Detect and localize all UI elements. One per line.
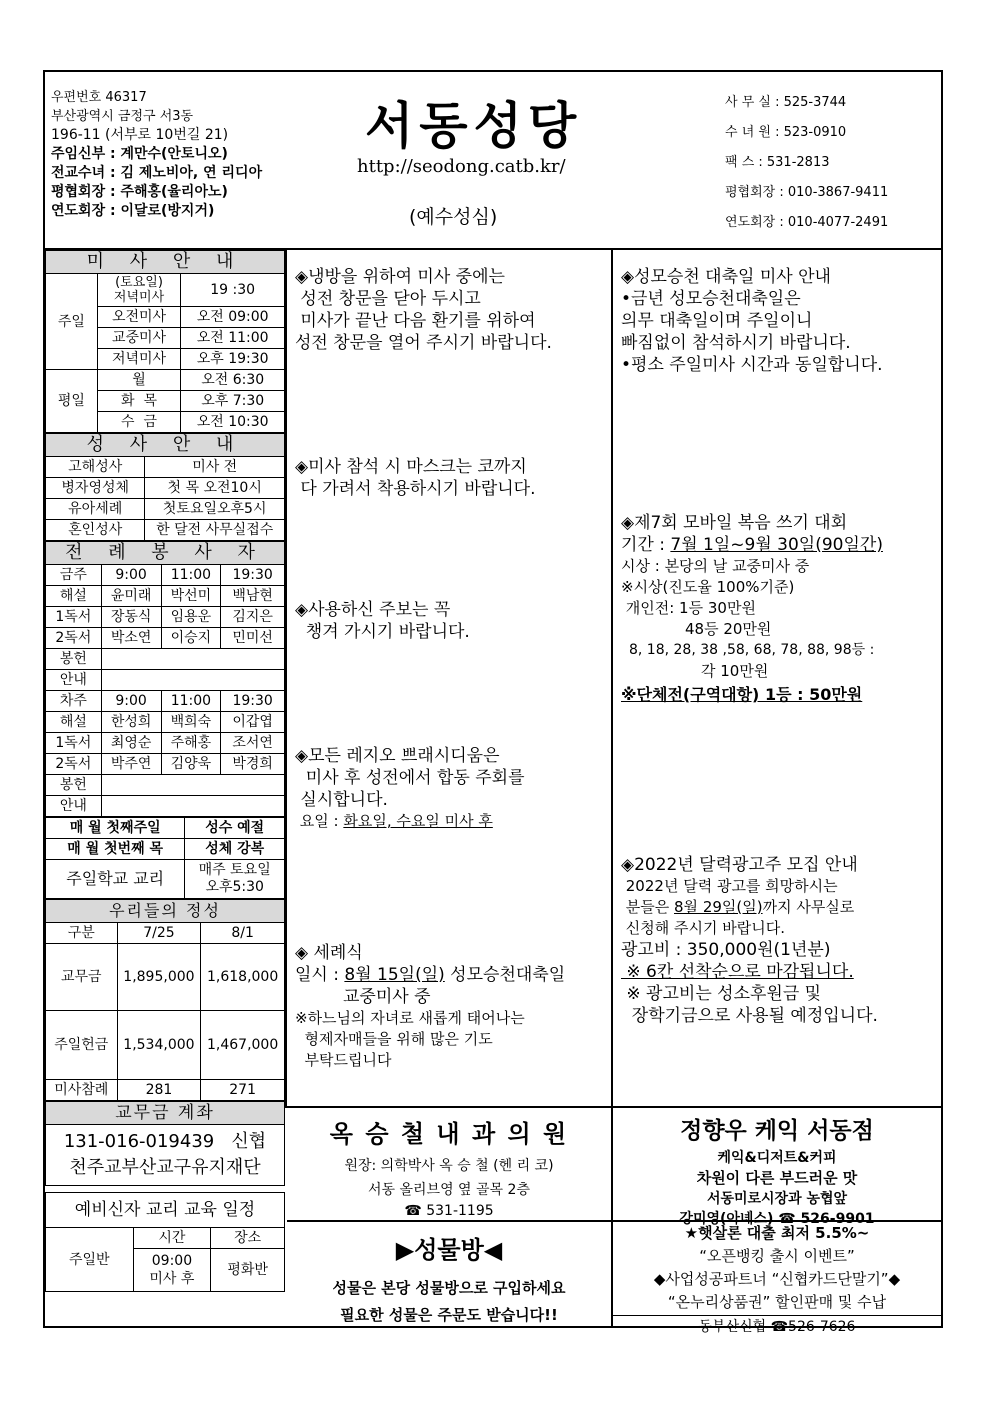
time-cell: 9:00 [101,691,161,712]
server-name [101,649,284,670]
bank-line: “온누리상품권” 할인판매 및 수납 [667,1293,887,1311]
clinic-ad [287,1108,611,1222]
mass-name: 오전미사 [97,307,181,328]
time-cell: 11:00 [161,691,221,712]
shop-ad [287,1222,611,1328]
calendar-title: ◈2022년 달력광고주 모집 안내 [621,855,858,875]
clinic-line: ☎ 531-1195 [404,1203,494,1219]
shop-line: 성물은 본당 성물방으로 구입하세요 [332,1279,566,1297]
catechism-place: 평화반 [211,1249,285,1292]
account-owner: 천주교부산교구유지재단 [69,1157,261,1178]
server-name: 민미선 [221,628,285,649]
fax: 팩 스 : 531-2813 [725,155,830,170]
server-name: 주해홍 [161,733,221,754]
server-name: 이승지 [161,628,221,649]
shop-line: 필요한 성물은 주문도 받습니다!! [340,1306,558,1324]
sacrament-name: 병자영성체 [46,478,145,499]
notice-line: 미사가 끝난 다음 환기를 위하여 [295,311,536,331]
time-cell: 9:00 [101,565,161,586]
offering-name: 교무금 [46,944,118,1011]
sisters: 전교수녀 : 김 제노비아, 연 리디아 [51,165,263,181]
catechism-title: 예비신자 교리 교육 일정 [46,1193,285,1228]
weekday-label: 평일 [46,370,98,433]
mass-name: 저녁미사 [97,349,181,370]
calendar-note: 장학기금으로 사용될 예정입니다. [621,1006,878,1026]
offering-value: 281 [117,1080,201,1101]
sacrament-value: 첫 목 오전10시 [145,478,285,499]
server-name: 백희숙 [161,712,221,733]
notice-line: ◈사용하신 주보는 꼭 [295,600,451,620]
cake-ad [613,1108,941,1227]
week-label: 차주 [46,691,102,712]
role-label: 해설 [46,712,102,733]
calendar-line: 2022년 달력 광고를 희망하시는 [621,877,838,895]
offering-name: 미사참례 [46,1080,118,1101]
role-label: 1독서 [46,607,102,628]
feast-subtitle: (예수성심) [409,206,498,228]
school-hour: 오후5:30 [205,879,264,895]
monthly-value: 성수 예절 [185,818,285,839]
server-name: 김양욱 [161,754,221,775]
server-name: 박주연 [101,754,161,775]
mass-name: 수 금 [97,412,181,433]
server-name [101,670,284,691]
notice-line: 성전 창문을 열어 주시기 바랍니다. [295,333,552,353]
calendar-text: 분들은 [621,898,675,916]
catechism-head: 장소 [211,1228,285,1249]
baptism-title: ◈ 세례식 [295,943,363,963]
council-phone: 평협회장 : 010-3867-9411 [725,185,889,200]
notice-cooling [295,266,552,354]
sacrament-name: 유아세례 [46,499,145,520]
server-name: 윤미래 [101,586,161,607]
notice-line: ◈미사 참석 시 마스크는 코까지 [295,457,527,477]
server-name: 박소연 [101,628,161,649]
baptism-mass: 교중미사 중 [343,987,431,1007]
legio-days-value: 화요일, 수요일 미사 후 [343,812,493,830]
bank-ad [613,1222,941,1335]
address-line1: 부산광역시 금정구 서3동 [51,109,194,124]
sunday-label: 주일 [46,274,98,370]
notice-line: ※하느님의 자녀로 새롭게 태어나는 [295,1009,525,1027]
clinic-line: 서동 올리브영 옆 골목 2층 [368,1182,530,1198]
notice-line: •금년 성모승천대축일은 [621,289,801,309]
offering-name: 주일헌금 [46,1011,118,1080]
church-info [51,88,262,221]
sacrament-name: 혼인성사 [46,520,145,541]
server-name: 최영순 [101,733,161,754]
contest-basis: ※시상(진도율 100%기준) [621,578,795,596]
bank-line: “오픈뱅킹 출시 이벤트” [699,1247,855,1265]
server-name: 박경희 [221,754,285,775]
bank-line: 동부산신협 ☎526-7626 [613,1315,941,1336]
offering-table [45,899,285,1101]
time-cell: 19:30 [221,691,285,712]
assumption-title: ◈성모승천 대축일 미사 안내 [621,267,831,287]
calendar-line: 신청해 주시기 바랍니다. [621,919,785,937]
server-name: 장동식 [101,607,161,628]
office-phone: 사 무 실 : 525-3744 [725,95,847,110]
header [45,72,941,250]
contest-title: ◈제7회 모바일 복음 쓰기 대회 [621,513,848,533]
cake-name: 정향우 케익 서동점 [680,1118,874,1144]
server-name: 한성희 [101,712,161,733]
baptism-date [295,964,565,986]
catechism-time: 09:00 미사 후 [133,1249,211,1292]
column-divider [285,250,287,1106]
monthly-label: 매 월 첫째주일 [46,818,185,839]
mass-name: (토요일) 저녁미사 [97,274,181,307]
role-label: 봉헌 [46,775,102,796]
monthly-label: 매 월 첫번째 목 [46,839,185,860]
church-title: 서동성당 [365,97,583,155]
notice-baptism [295,942,565,1071]
notice-line: 챙겨 가시기 바랍니다. [295,622,470,642]
notice-line: •평소 주일미사 시간과 동일합니다. [621,355,883,375]
server-name: 박선미 [161,586,221,607]
offering-value: 1,467,000 [201,1011,285,1080]
sacrament-value: 미사 전 [145,457,285,478]
mass-title: 미 사 안 내 [46,251,285,274]
catechism-head: 시간 [133,1228,211,1249]
sunday-school-time [185,860,285,899]
contest-prize: 8, 18, 28, 38 ,58, 68, 78, 88, 98등 : [629,642,875,658]
sacrament-value: 한 달전 사무실접수 [145,520,285,541]
server-name [101,775,284,796]
notice-line: 미사 후 성전에서 합동 주회를 [295,768,525,788]
monthly-value: 성체 강복 [185,839,285,860]
offering-value: 1,895,000 [117,944,201,1011]
account-number: 131-016-019439 신협 [63,1131,267,1152]
legio-days [295,811,525,832]
mass-time: 오전 10:30 [181,412,285,433]
clinic-line: 원장: 의학박사 옥 승 철 (헨 리 코) [344,1158,554,1174]
calendar-note: ※ 광고비는 성소후원금 및 [621,984,822,1004]
offering-head: 구분 [46,923,118,944]
notice-line: ◈냉방을 위하여 미사 중에는 [295,267,505,287]
sacrament-value: 첫토요일오후5시 [145,499,285,520]
notice-line: 실시합니다. [295,790,388,810]
role-label: 안내 [46,670,102,691]
mass-time: 오전 6:30 [181,370,285,391]
role-label: 2독서 [46,754,102,775]
offering-value: 1,618,000 [201,944,285,1011]
notice-calendar [621,854,878,1027]
mass-name: 화 목 [97,391,181,412]
convent-phone: 수 녀 원 : 523-0910 [725,125,847,140]
server-name [101,796,284,817]
catechism-table [45,1192,285,1292]
bulletin-page [43,70,943,1335]
contest-award: 시상 : 본당의 날 교중미사 중 [621,557,810,575]
shop-name: ▶성물방◀ [395,1236,503,1264]
contact-info [725,88,888,238]
account-title: 교무금 계좌 [46,1102,285,1125]
cake-line: 서동미로시장과 농협앞 [706,1191,848,1207]
notice-contest [621,512,883,706]
pastor: 주임신부 : 계만수(안토니오) [51,146,228,162]
yeondo-head: 연도회장 : 이달로(방지거) [51,203,215,219]
role-label: 안내 [46,796,102,817]
contest-prize: 48등 20만원 [685,620,772,638]
role-label: 해설 [46,586,102,607]
mass-time: 오전 11:00 [181,328,285,349]
cake-line: 케익&디저트&커피 [717,1150,837,1166]
time-cell: 19:30 [221,565,285,586]
notice-assumption [621,266,883,376]
time-cell: 11:00 [161,565,221,586]
server-name: 임용운 [161,607,221,628]
notice-line: 다 가려서 착용하시기 바랍니다. [295,479,536,499]
notice-line: 성전 창문을 닫아 두시고 [295,289,481,309]
baptism-date-rest: 성모승천대축일 [444,965,566,985]
notice-line: 부탁드립니다 [295,1051,392,1069]
role-label: 봉헌 [46,649,102,670]
address-line2: 196-11 (서부로 10번길 21) [51,127,229,143]
calendar-fee: 광고비 : 350,000원(1년분) [621,940,831,960]
monthly-table [45,817,285,899]
mass-name: 월 [97,370,181,391]
server-name: 이갑엽 [221,712,285,733]
contest-period-value: 7월 1일~9월 30일(90일간) [670,535,883,555]
sacrament-table [45,433,285,541]
server-name: 김지은 [221,607,285,628]
baptism-date-value: 8월 15일(일) [344,965,445,985]
mass-time: 오전 09:00 [181,307,285,328]
contest-period [621,534,883,556]
cake-line: 강미영(아녜스) ☎ 526-9901 [679,1211,875,1227]
mass-table [45,250,285,433]
servers-table [45,541,285,817]
mass-time: 오후 19:30 [181,349,285,370]
offering-value: 1,534,000 [117,1011,201,1080]
role-label: 1독서 [46,733,102,754]
contest-prize: 개인전: 1등 30만원 [621,599,756,617]
offering-head: 7/25 [117,923,201,944]
baptism-date-label: 일시 : [295,965,345,985]
legio-days-label: 요일 : [295,812,344,830]
servers-title: 전 례 봉 사 자 [46,542,285,565]
bank-line: ★햇살론 대출 최저 5.5%~ [684,1224,870,1242]
account-info [46,1125,285,1186]
server-name: 백남현 [221,586,285,607]
cake-line: 차원이 다른 부드러운 맛 [696,1169,858,1187]
sacrament-title: 성 사 안 내 [46,434,285,457]
yeondo-phone: 연도회장 : 010-4077-2491 [725,215,889,230]
server-name: 조서연 [221,733,285,754]
postal-code: 우편번호 46317 [51,90,147,105]
account-table [45,1101,285,1186]
calendar-note: ※ 6칸 선착순으로 마감됩니다. [621,962,854,982]
notice-mask [295,456,536,500]
calendar-deadline: 8월 29일(일) [674,898,763,916]
offering-head: 8/1 [201,923,285,944]
mass-time: 19 :30 [181,274,285,307]
church-url[interactable]: http://seodong.catb.kr/ [357,156,566,177]
notice-line: 의무 대축일이며 주일이니 [621,311,813,331]
clinic-name: 옥 승 철 내 과 의 원 [329,1120,569,1148]
catechism-label: 주일반 [46,1228,134,1292]
notice-line: ◈모든 레지오 쁘래시디움은 [295,746,500,766]
calendar-text: 까지 사무실로 [762,898,855,916]
role-label: 2독서 [46,628,102,649]
sunday-school-label: 주일학교 교리 [46,860,185,899]
contest-prize: 각 10만원 [701,662,769,680]
notice-bulletin [295,599,470,643]
school-day: 매주 토요일 [198,862,271,878]
offering-value: 271 [201,1080,285,1101]
mass-time: 오후 7:30 [181,391,285,412]
contest-group: ※단체전(구역대항) 1등 : 50만원 [621,685,863,704]
calendar-line [621,897,878,918]
week-label: 금주 [46,565,102,586]
contest-period-label: 기간 : [621,535,671,555]
notice-line: 형제자매들을 위해 많은 기도 [295,1030,493,1048]
notice-legio [295,745,525,832]
council-head: 평협회장 : 주해홍(율리아노) [51,184,228,200]
notice-line: 빠짐없이 참석하시기 바랍니다. [621,333,851,353]
offering-title: 우리들의 정성 [46,900,285,923]
mass-name: 교중미사 [97,328,181,349]
bank-line: ◆사업성공파트너 “신협카드단말기”◆ [653,1270,901,1288]
left-column [45,250,285,1292]
sacrament-name: 고해성사 [46,457,145,478]
